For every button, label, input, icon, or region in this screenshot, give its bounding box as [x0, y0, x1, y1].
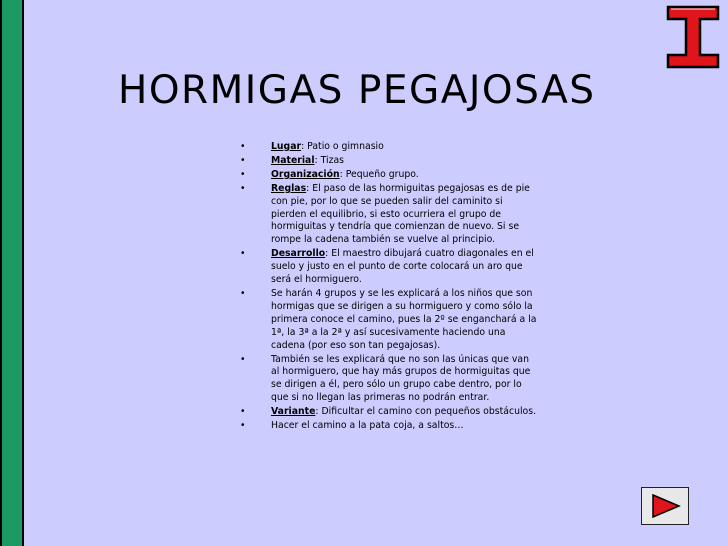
bullet-label: Material: [271, 154, 315, 166]
bullet-item: • Hacer el camino a la pata coja, a saltos…: [240, 420, 464, 432]
bullet-label: Lugar: [271, 141, 302, 152]
bullet-item: • Se harán 4 grupos y se les explicará a los niños que son hormigas que se dirigen a su hormiguero y como sólo la primera conoce el camino, pues la 2º se enganchará a la 1ª, la 3ª a la 2ª y así sucesivamente haciendo una cadena (por eso son tan pegajosas).: [240, 287, 537, 351]
bullet-label: Variante: [271, 406, 316, 418]
bullet-label: Reglas: [271, 182, 307, 194]
bullet-list: [238, 141, 538, 434]
bullet-text: Pequeño grupo.: [342, 168, 419, 180]
slide-title: HORMIGAS PEGAJOSAS: [118, 68, 596, 113]
left-accent-bar: [0, 0, 24, 546]
bullet-label: Organización: [271, 168, 340, 180]
bullet-text: También se les explicará que no son las únicas que van al hormiguero, que hay más grupos de hormiguitas que se dirigen a él, pero sólo un grupo cabe dentro, por lo que si no llegan las primeras no podrán entrar.: [271, 353, 531, 404]
next-slide-button[interactable]: [641, 487, 689, 525]
bullet-text: Se harán 4 grupos y se les explicará a los niños que son hormigas que se dirigen a su hormiguero y como sólo la primera conoce el camino, pues la 2º se enganchará a la 1ª, la 3ª a la 2ª y así sucesivamente haciendo una cadena (por eso son tan pegajosas).: [271, 287, 537, 351]
bullet-label: Desarrollo: [271, 248, 326, 260]
bullet-text: Patio o gimnasio: [304, 141, 384, 152]
bullet-text: El paso de las hormiguitas pegajosas es de pie con pie, por lo que se pueden salir del caminito si pierden el equilibrio, si esto ocurriera el grupo de hormiguitas y tendría que comienzan de nuevo. Si se rompe la cadena también se vuelve al principio.: [271, 182, 530, 246]
bullet-item: • Variante: Dificultar el camino con pequeños obstáculos.: [240, 406, 537, 418]
bullet-text: Tizas: [317, 154, 345, 166]
bullet-item: • También se les explicará que no son las únicas que van al hormiguero, que hay más grupos de hormiguitas que se dirigen a él, pero sólo un grupo cabe dentro, por lo que si no llegan las primeras no podrán entrar.: [240, 353, 531, 404]
bullet-text: Dificultar el camino con pequeños obstáculos.: [318, 406, 537, 418]
bullet-text: El maestro dibujará cuatro diagonales en el suelo y justo en el punto de corte colocará un aro que será el hormiguero.: [271, 248, 534, 286]
bullet-item: • Material: Tizas: [240, 154, 345, 166]
bullet-item: • Organización: Pequeño grupo.: [240, 168, 419, 180]
play-arrow-icon: [646, 492, 684, 520]
bullet-item: • Desarrollo: El maestro dibujará cuatro diagonales en el suelo y justo en el punto de corte colocará un aro que será el hormiguero.: [240, 248, 534, 286]
bullet-item: • Lugar: Patio o gimnasio: [240, 141, 384, 152]
bullet-item: • Reglas: El paso de las hormiguitas pegajosas es de pie con pie, por lo que se pueden salir del caminito si pierden el equilibrio, si esto ocurriera el grupo de hormiguitas y tendría que comienzan de nuevo. Si se rompe la cadena también se vuelve al principio.: [240, 182, 530, 246]
bullet-text: Hacer el camino a la pata coja, a saltos…: [271, 420, 464, 432]
letter-i-logo: [664, 4, 722, 70]
